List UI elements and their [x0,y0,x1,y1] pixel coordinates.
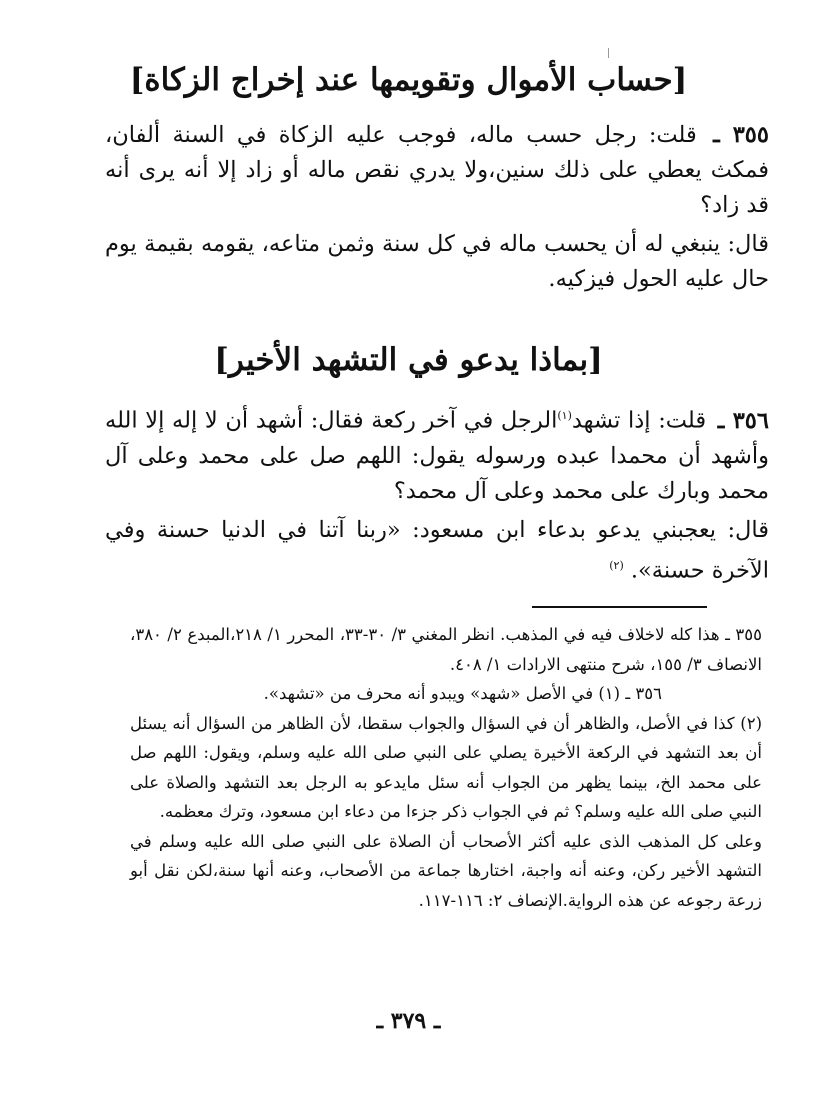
footnote-separator [532,606,707,608]
entry-356 [105,398,769,588]
scan-mark [608,48,609,58]
footnote-355: ٣٥٥ ـ هذا كله لاخلاف فيه في المذهب. انظر المغني ٣/ ٣٠-٣٣، المحرر ١/ ٢١٨،المبدع ٢/ ٣٨٠، الانصاف ٣/ ١٥٥، شرح منتهى الارادات ١/ ٤٠٨. [130,625,762,674]
footnote-ref-1: (١) [557,409,572,422]
footnote-356-1: ٣٥٦ ـ (١) في الأصل «شهد» ويبدو أنه محرف من «تشهد». [263,684,662,703]
footnote-356-3: وعلى كل المذهب الذى عليه أكثر الأصحاب أن الصلاة على النبي صلى الله عليه وسلم في التشهد الأخير ركن، وعنه أنه واجبة، اختارها جماعة من الأصحاب، وعنه أنها سنة،لكن نقل أبو زرعة رجوعه عن هذه الرواية.الإنصاف ٢: ١١٦-١١٧. [130,831,762,910]
question-text-356-b: الرجل في آخر ركعة فقال: أشهد أن لا إله إلا الله وأشهد أن محمدا عبده ورسوله يقول: اللهم صل على محمد وعلى آل محمد وبارك على محمد وعلى آل محمد؟ [105,407,769,504]
entry-number-356: ٣٥٦ ـ [717,407,769,434]
question-text-355: قلت: رجل حسب ماله، فوجب عليه الزكاة في السنة ألفان، فمكث يعطي على ذلك سنين،ولا يدري نقص ماله أو زاد إلا أنه يرى أنه قد زاد؟ [105,122,769,218]
entry-number-355: ٣٥٥ ـ [713,122,769,148]
footnote-356-2: (٢) كذا في الأصل، والظاهر أن في السؤال والجواب سقطا، لأن الظاهر من السؤال أنه يسئل أن بعد التشهد في الركعة الأخيرة يصلي على النبي صلى الله عليه وسلم، ويقول: اللهم صل على محمد الخ، بينما يظهر من الجواب أنه سئل مايدعو به الرجل بعد التشهد والصلاة على النبي صلى الله عليه وسلم؟ ثم في الجواب ذكر جزءا من دعاء ابن مسعود، وترك معظمه. [130,713,762,821]
question-355 [105,118,769,223]
section-title-tashahhud: [بماذا يدعو في التشهد الأخير] [214,342,603,378]
entry-355 [105,118,769,297]
answer-text-356: قال: يعجبني يدعو بدعاء ابن مسعود: «ربنا آتنا في الدنيا حسنة وفي الآخرة حسنة». [105,516,769,583]
footnote-ref-2: (٢) [609,558,624,572]
section-title-zakat: [حساب الأموال وتقويمها عند إخراج الزكاة] [129,62,688,98]
answer-text-355: قال: ينبغي له أن يحسب ماله في كل سنة وثمن متاعه، يقومه بقيمة يوم حال عليه الحول فيزكيه. [105,231,769,292]
footnotes [130,620,762,915]
question-356 [105,398,769,509]
question-text-356-a: قلت: إذا تشهد [571,407,707,434]
answer-356 [105,513,769,589]
page-number: ـ ٣٧٩ ـ [376,1008,441,1034]
